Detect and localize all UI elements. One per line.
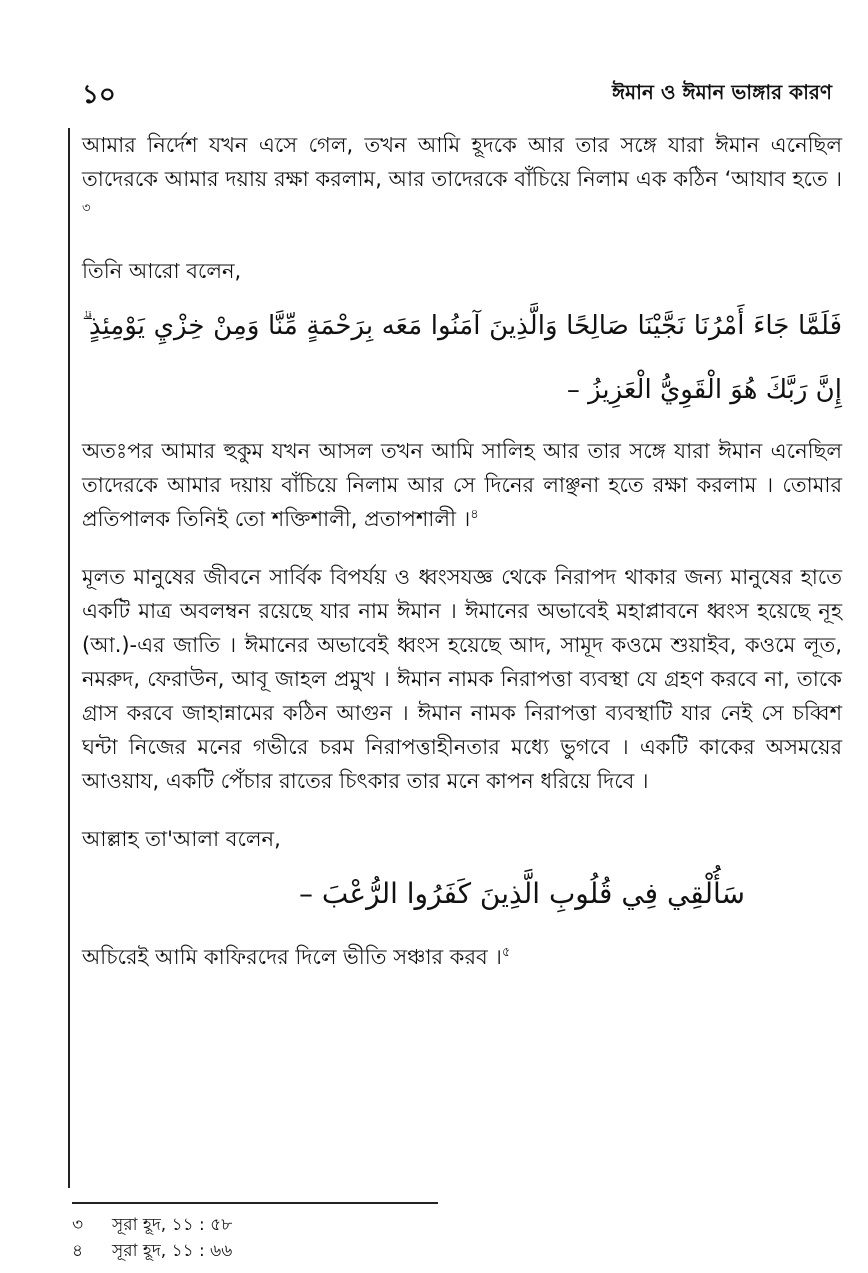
paragraph-text: মূলত মানুষের জীবনে সার্বিক বিপর্যয় ও ধ্বংসযজ্ঞ থেকে নিরাপদ থাকার জন্য মানুষের হাতে একটি মাত্র অবলম্বন রয়েছে যার নাম ঈমান । ঈমানের অভাবেই মহাপ্লাবনে ধ্বংস হয়েছে নূহ (আ.)-এর জাতি । ঈমানের অভাবেই ধ্বংস হয়েছে আদ, সামূদ কওমে শুয়াইব, কওমে লূত, নমরুদ, ফেরাউন, আবূ জাহল প্রমুখ । ঈমান নামক নিরাপত্তা ব্যবস্থা যে গ্রহণ করবে না, তাকে গ্রাস করবে জাহান্নামের কঠিন আগুন । ঈমান নামক নিরাপত্তা ব্যবস্থাটি যার নেই সে চব্বিশ ঘন্টা নিজের মনের গভীরে চরম নিরাপত্তাহীনতার মধ্যে ভুগবে । একটি কাকের অসময়ের আওয়ায, একটি পেঁচার রাতের চিৎকার তার মনে কাপন ধরিয়ে দিবে । <box>82 565 842 793</box>
footnote-ref: ৪ <box>470 507 479 522</box>
margin-rule <box>68 128 70 1188</box>
arabic-verse-hud: فَلَمَّا جَاءَ أَمْرُنَا نَجَّيْنَا صَالِحًا وَالَّذِينَ آمَنُوا مَعَه بِرَحْمَةٍ مِّنَّا وَمِنْ خِزْيِ يَوْمِئِذٍ ۗ إِنَّ رَبَّكَ هُوَ الْقَوِيُّ الْعَزِيزُ – <box>82 311 842 405</box>
footnote-separator <box>72 1202 438 1204</box>
page-header <box>82 74 832 110</box>
footnote-number: ৩ <box>72 1215 84 1235</box>
footnote-ref: ৩ <box>82 201 91 216</box>
intro-line: আল্লাহ তা'আলা বলেন, <box>82 827 281 851</box>
paragraph-text: আমার নির্দেশ যখন এসে গেল, তখন আমি হূদকে আর তার সঙ্গে যারা ঈমান এনেছিল তাদেরকে আমার দয়ায় রক্ষা করলাম, আর তাদেরকে বাঁচিয়ে নিলাম এক কঠিন ‘আযাব হতে । <box>82 133 842 191</box>
paragraph-text: অচিরেই আমি কাফিরদের দিলে ভীতি সঞ্চার করব । <box>82 945 502 969</box>
footnote-item <box>72 1238 572 1264</box>
page-body <box>82 128 842 998</box>
arabic-verse-imran: سَأُلْقِي فِي قُلُوبِ الَّذِينَ كَفَرُوا الرُّعْبَ – <box>299 877 745 910</box>
footnote-item <box>72 1212 572 1238</box>
paragraph-iman-explanation <box>82 560 842 798</box>
paragraph-hud-translation <box>82 128 842 230</box>
footnote-text: সূরা হূদ, ১১ : ৬৬ <box>112 1241 233 1261</box>
paragraph-imran-translation <box>82 940 842 974</box>
footnote-number: ৪ <box>72 1241 84 1261</box>
page-number: ১০ <box>82 80 116 110</box>
intro-line: তিনি আরো বলেন, <box>82 259 242 283</box>
paragraph-text: অতঃপর আমার হুকুম যখন আসল তখন আমি সালিহ আর তার সঙ্গে যারা ঈমান এনেছিল তাদেরকে আমার দয়ায় বাঁচিয়ে নিলাম আর সে দিনের লাঞ্ছনা হতে রক্ষা করলাম । তোমার প্রতিপালক তিনিই তো শক্তিশালী, প্রতাপশালী । <box>82 439 842 531</box>
footnotes <box>72 1212 572 1264</box>
footnote-ref: ৫ <box>501 945 511 960</box>
paragraph-salih-translation <box>82 434 842 536</box>
footnote-text: সূরা হূদ, ১১ : ৫৮ <box>112 1215 233 1235</box>
running-title: ঈমান ও ঈমান ভাঙ্গার কারণ <box>611 80 832 104</box>
